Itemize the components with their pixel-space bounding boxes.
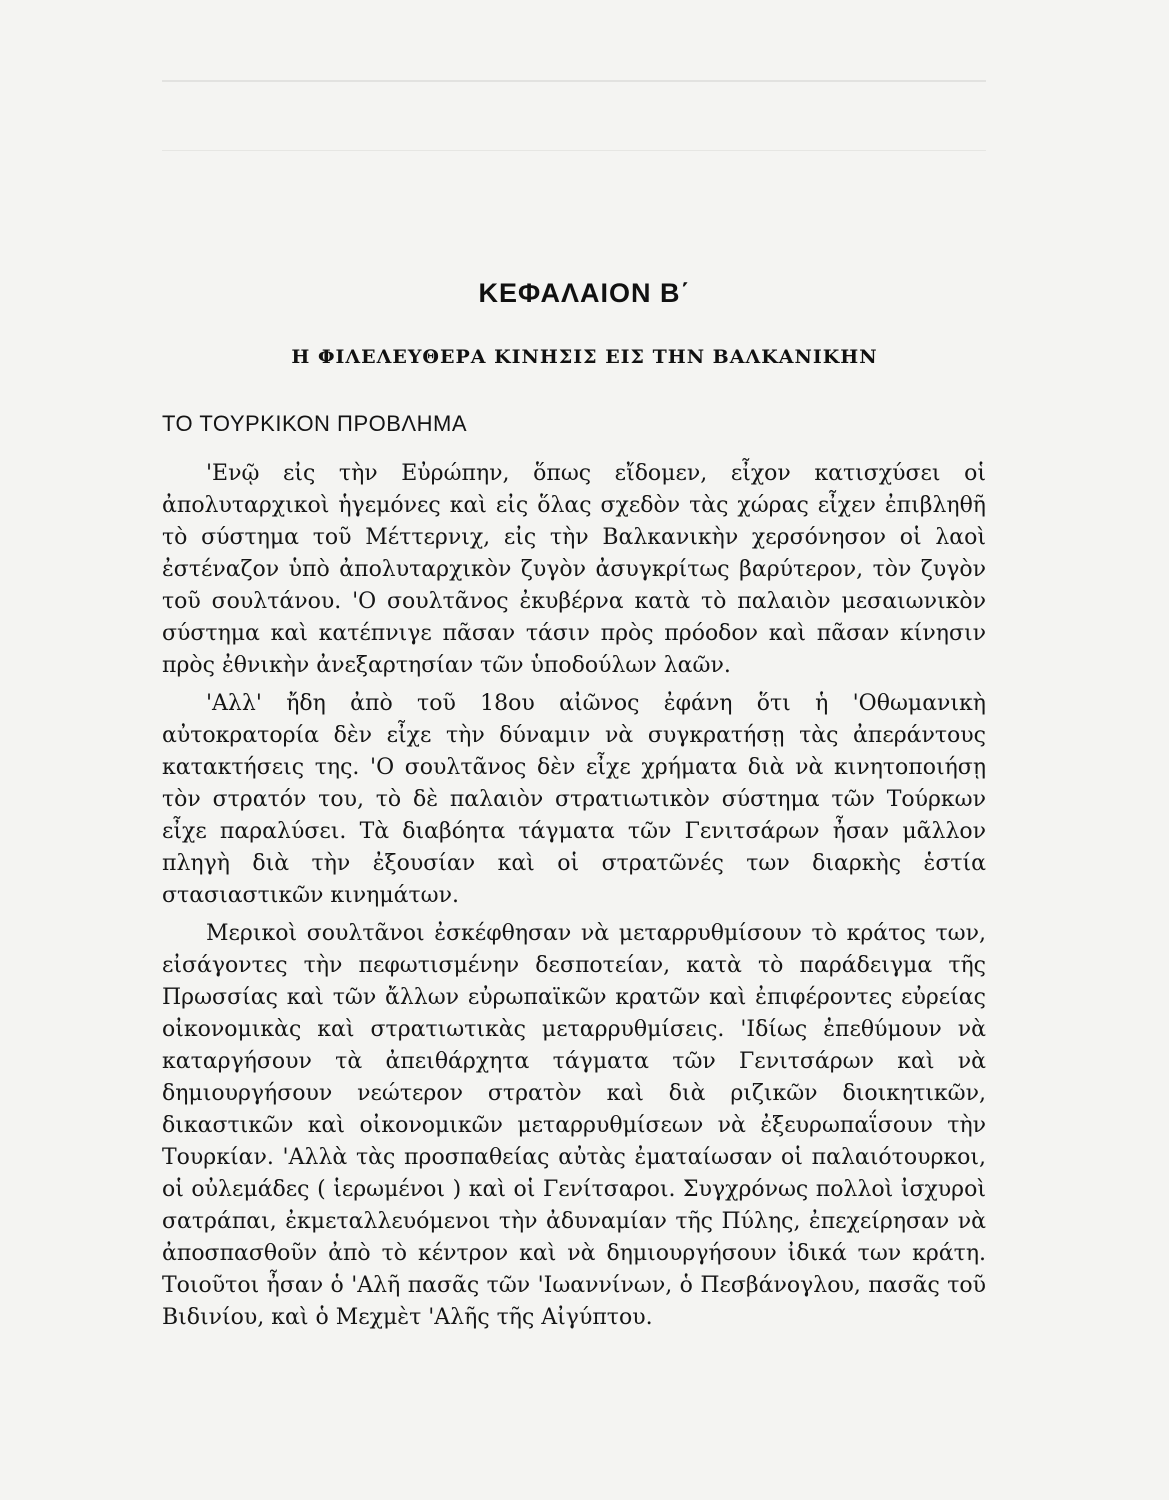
subheading: ΤΟ ΤΟΥΡΚΙΚΟΝ ΠΡΟΒΛΗΜΑ — [162, 411, 467, 436]
paragraph: Μερικοὶ σουλτᾶνοι ἐσκέφθησαν νὰ μεταρρυθμίσουν τὸ κράτος των, εἰσάγοντες τὴν πεφωτισμένην δεσποτείαν, κατὰ τὸ παράδειγμα τῆς Πρωσσίας καὶ τῶν ἄλλων εὐρωπαϊκῶν κρατῶν καὶ ἐπιφέροντες εὐρείας οἰκονομικὰς καὶ στρατιωτικὰς μεταρρυθμίσεις. 'Ιδίως ἐπεθύμουν νὰ καταργήσουν τὰ ἀπειθάρχητα τάγματα τῶν Γενιτσάρων καὶ νὰ δημιουργήσουν νεώτερον στρατὸν καὶ διὰ ριζικῶν διοικητικῶν, δικαστικῶν καὶ οἰκονομικῶν μεταρρυθμίσεων νὰ ἐξευρωπαΐσουν τὴν Τουρκίαν. 'Αλλὰ τὰς προσπαθείας αὐτὰς ἐματαίωσαν οἱ παλαιότουρκοι, οἱ οὐλεμάδες ( ἱερωμένοι ) καὶ οἱ Γενίτσαροι. Συγχρόνως πολλοὶ ἰσχυροὶ σατράπαι, ἐκμεταλλευόμενοι τὴν ἀδυναμίαν τῆς Πύλης, ἐπεχείρησαν νὰ ἀποσπασθοῦν ἀπὸ τὸ κέντρον καὶ νὰ δημιουργήσουν ἰδικά των κράτη. Τοιοῦτοι ἦσαν ὁ 'Αλῆ πασᾶς τῶν 'Ιωαννίνων, ὁ Πεσβάνογλου, πασᾶς τοῦ Βιδινίου, καὶ ὁ Μεχμὲτ 'Αλῆς τῆς Αἰγύπτου. — [162, 921, 986, 1330]
paragraph: 'Αλλ' ἤδη ἀπὸ τοῦ 18ου αἰῶνος ἐφάνη ὅτι ἡ 'Οθωμανικὴ αὐτοκρατορία δὲν εἶχε τὴν δύναμιν νὰ συγκρατήσῃ τὰς ἀπεράντους κατακτήσεις της. 'Ο σουλτᾶνος δὲν εἶχε χρήματα διὰ νὰ κινητοποιήσῃ τὸν στρατόν του, τὸ δὲ παλαιὸν στρατιωτικὸν σύστημα τῶν Τούρκων εἶχε παραλύσει. Τὰ διαβόητα τάγματα τῶν Γενιτσάρων ἦσαν μᾶλλον πληγὴ διὰ τὴν ἐξουσίαν καὶ οἱ στρατῶνές των διαρκὴς ἑστία στασιαστικῶν κινημάτων. — [162, 691, 986, 908]
section-title: Η ΦΙΛΕΛΕΥΘΕΡΑ ΚΙΝΗΣΙΣ ΕΙΣ ΤΗΝ ΒΑΛΚΑΝΙΚΗΝ — [291, 346, 878, 368]
show-through-text — [162, 150, 986, 151]
paragraph: 'Ενῷ εἰς τὴν Εὐρώπην, ὅπως εἴδομεν, εἶχον κατισχύσει οἱ ἀπολυταρχικοὶ ἡγεμόνες καὶ εἰς ὅλας σχεδὸν τὰς χώρας εἶχεν ἐπιβληθῆ τὸ σύστημα τοῦ Μέττερνιχ, εἰς τὴν Βαλκανικὴν χερσόνησον οἱ λαοὶ ἐστέναζον ὑπὸ ἀπολυταρχικὸν ζυγὸν ἀσυγκρίτως βαρύτερον, τὸν ζυγὸν τοῦ σουλτάνου. 'Ο σουλτᾶνος ἐκυβέρνα κατὰ τὸ παλαιὸν μεσαιωνικὸν σύστημα καὶ κατέπνιγε πᾶσαν τάσιν πρὸς πρόοδον καὶ πᾶσαν κίνησιν πρὸς ἐθνικὴν ἀνεξαρτησίαν τῶν ὑποδούλων λαῶν. — [162, 461, 986, 678]
show-through-text — [162, 80, 986, 82]
body-text — [162, 458, 986, 1334]
chapter-title: ΚΕΦΑΛΑΙΟΝ Β΄ — [478, 278, 691, 308]
